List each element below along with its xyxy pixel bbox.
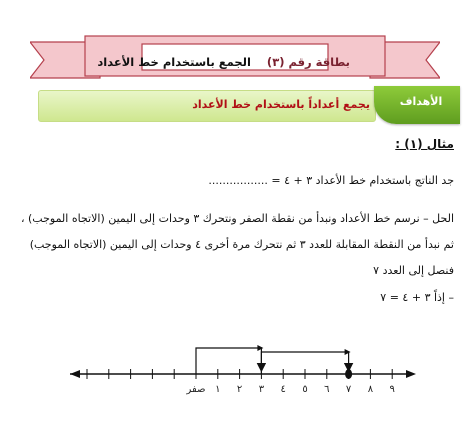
axis-left-arrow	[70, 370, 80, 378]
number-line-label: ٧	[345, 384, 352, 395]
number-line-label: ٨	[367, 384, 374, 395]
card-label: بطاقة رقم (٣)	[266, 55, 350, 69]
hop-one-arrow-arrowhead	[257, 345, 263, 351]
result-point	[345, 369, 352, 379]
objectives-tab-label: الأهداف	[399, 95, 443, 108]
objectives-text: يجمع أعداداً باستخدام خط الأعداد	[192, 98, 370, 111]
number-line-label: ٩	[389, 384, 395, 395]
example-title: مثال (١) :	[395, 137, 454, 151]
number-line-label: صفر	[186, 384, 206, 395]
axis-right-arrow	[406, 370, 416, 378]
example-solution: الحل – نرسم خط الأعداد ونبدأ من نقطة الصفر ونتحرك ٣ وحدات إلى اليمين (الاتجاه الموجب) ، ثم نبدأ من النقطة المقابلة للعدد ٣ ثم نتحرك مرة أخرى ٤ وحدات إلى اليمين (الاتجاه الموجب) فنصل إلى العدد ٧	[20, 212, 454, 277]
example-question: جد الناتج باستخدام خط الأعداد ٣ + ٤ = .................	[208, 174, 454, 187]
example-answer: – إذاً ٣ + ٤ = ٧	[380, 291, 454, 304]
hop-one-arrow	[196, 348, 261, 374]
card-topic: الجمع باستخدام خط الأعداد	[97, 55, 251, 69]
hop-two-arrow-arrowhead	[345, 349, 351, 355]
number-line-label: ١	[215, 384, 221, 395]
number-line-label: ٤	[280, 384, 286, 395]
number-line-label: ٣	[258, 384, 265, 395]
number-line-label: ٢	[236, 384, 243, 395]
number-line	[0, 340, 474, 410]
number-line-label: ٥	[302, 384, 308, 395]
card-title	[97, 55, 350, 69]
number-line-label: ٦	[324, 384, 330, 395]
